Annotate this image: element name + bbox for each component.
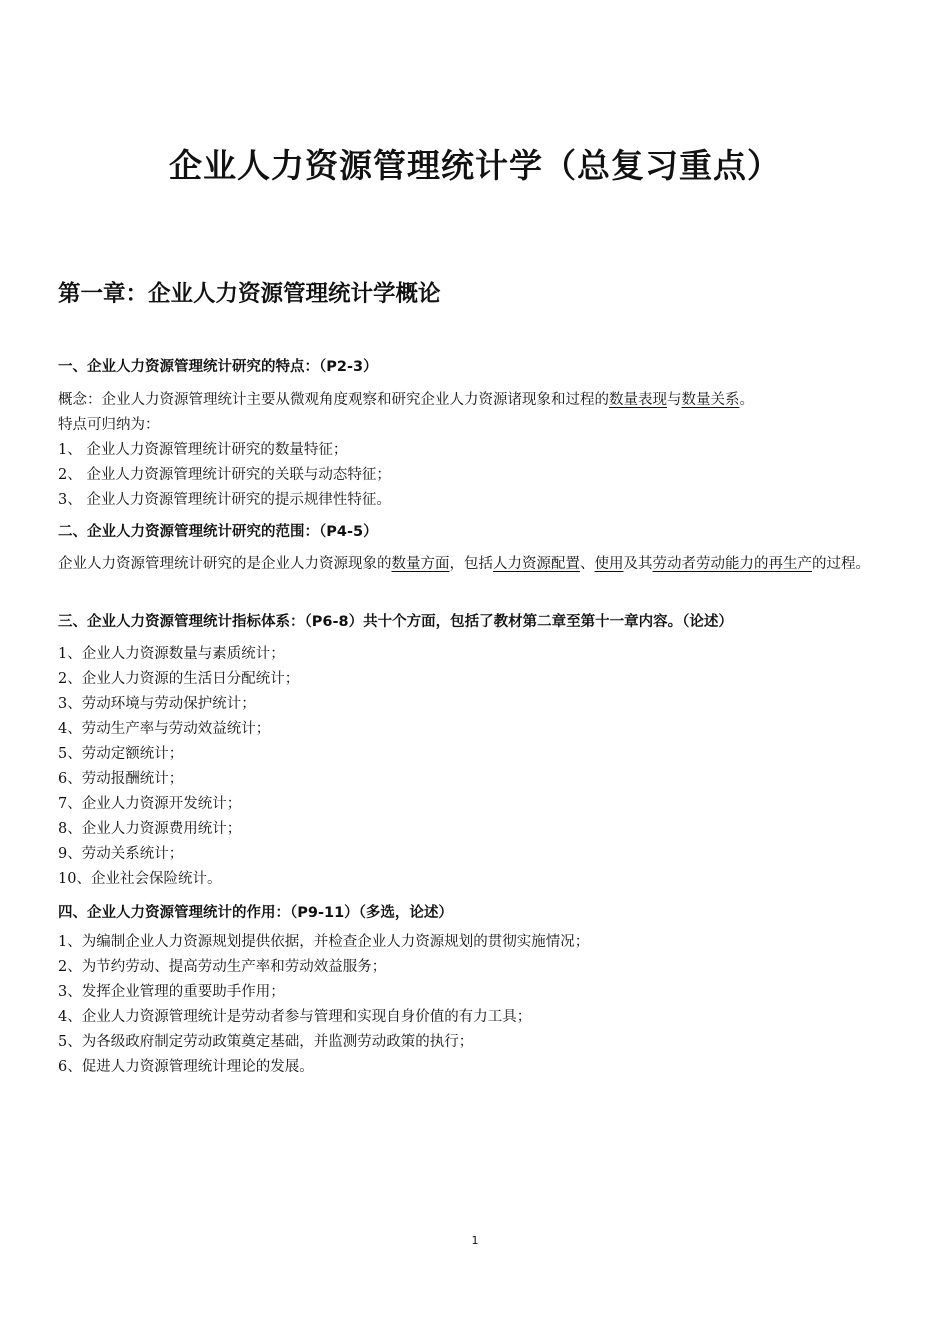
section-body-2 — [58, 552, 898, 577]
concept-paragraph: 概念：企业人力资源管理统计主要从微观角度观察和研究企业人力资源诸现象和过程的数量表现与数量关系。 — [58, 392, 754, 408]
list-item: 3、发挥企业管理的重要助手作用； — [58, 984, 285, 1000]
underlined-term: 使用 — [594, 556, 624, 572]
list-item: 2、为节约劳动、提高劳动生产率和劳动效益服务； — [58, 959, 387, 975]
list-item: 2、 企业人力资源管理统计研究的关联与动态特征； — [58, 467, 391, 483]
list-item: 7、企业人力资源开发统计； — [58, 796, 242, 812]
list-item: 8、企业人力资源费用统计； — [58, 821, 242, 837]
list-item: 1、为编制企业人力资源规划提供依据，并检查企业人力资源规划的贯彻实施情况； — [58, 934, 590, 950]
scope-paragraph: 企业人力资源管理统计研究的是企业人力资源现象的数量方面，包括人力资源配置、使用及其劳动者劳动能力的再生产的过程。 — [58, 556, 870, 572]
underlined-term: 数量表现 — [609, 392, 667, 408]
list-item: 9、劳动关系统计； — [58, 846, 184, 862]
section-body-1 — [58, 388, 898, 513]
section-heading-4: 四、企业人力资源管理统计的作用：（P9-11）（多选，论述） — [58, 905, 453, 921]
list-item: 6、促进人力资源管理统计理论的发展。 — [58, 1059, 314, 1075]
list-item: 6、劳动报酬统计； — [58, 771, 184, 787]
list-item: 10、企业社会保险统计。 — [58, 871, 222, 887]
list-item: 4、劳动生产率与劳动效益统计； — [58, 721, 271, 737]
intro-line: 特点可归纳为： — [58, 417, 160, 433]
section-heading-2: 二、企业人力资源管理统计研究的范围：（P4-5） — [58, 524, 378, 540]
section-body-3 — [58, 642, 898, 892]
underlined-term: 数量方面 — [391, 556, 450, 572]
page-number: 1 — [471, 1234, 479, 1247]
section-body-4 — [58, 930, 898, 1080]
list-item: 2、企业人力资源的生活日分配统计； — [58, 671, 300, 687]
list-item: 4、企业人力资源管理统计是劳动者参与管理和实现自身价值的有力工具； — [58, 1009, 532, 1025]
list-item: 3、劳动环境与劳动保护统计； — [58, 696, 256, 712]
document-title: 企业人力资源管理统计学（总复习重点） — [169, 146, 781, 185]
underlined-term: 劳动者劳动能力的再生产 — [652, 556, 812, 572]
list-item: 3、 企业人力资源管理统计研究的提示规律性特征。 — [58, 492, 391, 508]
underlined-term: 人力资源配置 — [493, 556, 580, 572]
chapter-heading: 第一章：企业人力资源管理统计学概论 — [58, 281, 441, 307]
underlined-term: 数量关系 — [681, 392, 740, 408]
list-item: 1、 企业人力资源管理统计研究的数量特征； — [58, 442, 348, 458]
section-heading-3: 三、企业人力资源管理统计指标体系：（P6-8）共十个方面，包括了教材第二章至第十一章内容。（论述） — [58, 614, 733, 630]
list-item: 5、为各级政府制定劳动政策奠定基础，并监测劳动政策的执行； — [58, 1034, 474, 1050]
list-item: 5、劳动定额统计； — [58, 746, 184, 762]
list-item: 1、企业人力资源数量与素质统计； — [58, 646, 285, 662]
section-heading-1: 一、企业人力资源管理统计研究的特点：（P2-3） — [58, 359, 378, 375]
